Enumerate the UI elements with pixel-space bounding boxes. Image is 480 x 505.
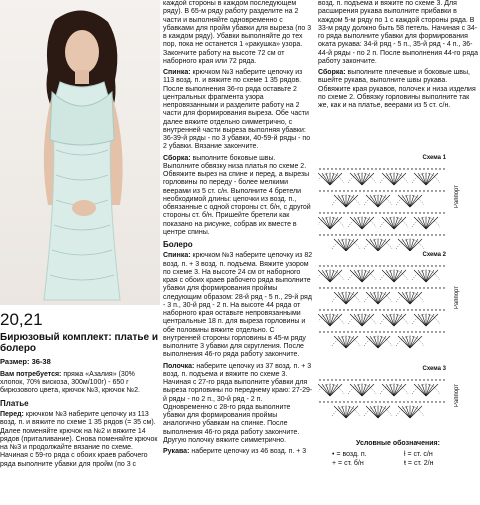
bolero-back-text: крючком №3 наберите цепочку из 82 возд. п. + 3 возд. п. подъема. Вяжите узором по схеме 3. На высоте 24 см от наборного края с обоих краев рабочего ряда выполните убавки для формирования проймы следующим образом: 28-й ряд - 5 п., 29-й ряд - 3 п., 30-й ряд - 2 п. На высоте 44 ряда от наборного края оставьте непровязанными центральные 18 п. для выреза горловины и обе половины вяжите отдельно. С внутренней стороны горловины в 45-м ряду выполните 3 убавки для скругления. После выполнения 46-го ряда работу закончите. (163, 252, 313, 359)
sleeve-paragraph (163, 448, 313, 456)
bolero-assembly-paragraph (318, 69, 478, 110)
column-3-text (318, 0, 478, 113)
shelf-paragraph (163, 363, 313, 446)
chart-3-rapport: Раппорт (454, 384, 460, 407)
sleeve-label: Рукава: (163, 448, 190, 456)
bolero-assembly-label: Сборка: (318, 69, 346, 76)
chart-1-diagram (318, 163, 448, 251)
legend-item-tr: ŧ = ст. 2/н (404, 460, 434, 467)
front-paragraph (0, 411, 160, 469)
tr-symbol-icon: ŧ (404, 460, 406, 467)
chart-2-diagram (318, 260, 448, 364)
assembly-label: Сборка: (163, 154, 191, 162)
size-line: Размер: 36-38 (0, 357, 51, 367)
col2-intro-paragraph: каждой стороны в каждом последующем ряду). В 65-м ряду работу разделите на 2 части и выполняйте одновременно с убавками для пройм убавки для выреза (по 3 в каждом ряду). Убавки выполняйте до тех пор, пока не останется 1 «ракушка» узора. Закончите работу на высоте 72 см от наборного края или 72 ряда. (163, 0, 312, 65)
bolero-back-label: Спинка: (163, 252, 191, 260)
legend (318, 440, 478, 467)
model-photo (0, 0, 160, 305)
shelf-text: наберите цепочку из 37 возд. п. + 3 возд. п. подъема и вяжите по схеме 3. Начиная с 27-го ряда выполните убавки для выреза горловины по переднему краю: 27-29-й ряды - по 2 п., 30-й ряд - 2 п. Одновременно с 28-го ряда выполните убавки для формирования проймы аналогично убавкам на спинке. После выполнения 46-го ряда работу закончите. Другую полочку вяжите симметрично. (163, 362, 313, 444)
legend-item-chain: • = возд. п. (332, 451, 367, 458)
chart-2-label: Схема 2 (422, 252, 446, 258)
back-label: Спинка: (163, 69, 191, 76)
sleeve-text: наберите цепочку из 46 возд. п. + 3 (191, 448, 307, 456)
chart-2 (318, 252, 460, 364)
chart-1-rapport: Раппорт (454, 185, 460, 208)
chart-1-label: Схема 1 (422, 155, 446, 161)
front-label: Перед: (0, 411, 24, 419)
materials-paragraph (0, 371, 160, 396)
front-text: крючком №3 наберите цепочку из 113 возд. п. и вяжите по схеме 1 35 рядов (= 35 см). Далее поменяйте крючок на №2 и вяжите 14 рядов (приталивание). Снова поменяйте крючок на №3 и продолжайте вязание по схеме. Начиная с 59-го ряда с обоих краев рабочего ряда выполните убавки для пройм (по 3 с (0, 411, 158, 468)
article-title: Бирюзовый комплект: платье и болеро (0, 332, 158, 355)
chart-3-diagram (318, 374, 448, 434)
dc-symbol-icon: ƚ (404, 451, 406, 458)
legend-item-dc: ƚ = ст. с/н (404, 451, 433, 458)
assembly-paragraph (163, 155, 313, 238)
model-figure-image (0, 0, 160, 305)
legend-title: Условные обозначения: (356, 440, 440, 447)
back-text: крючком №3 наберите цепочку из 113 возд. п. и вяжите по схеме 1 35 рядов. После выполнения 36-го ряда оставьте 2 центральных фрагмента узора непровязанными и разделите работу на 2 части для формирования выреза. Обе части далее вяжите отдельно симметрично, с внутренней части выреза выполняя убавки: 36-39-й ряды - по 3 убавки, 40-59-й ряды - по 2 убавки. Вязание закончите. (163, 69, 311, 151)
article-number: 20,21 (0, 310, 43, 329)
chart-2-rapport: Раппорт (454, 286, 460, 309)
bolero-back-paragraph (163, 252, 313, 359)
assembly-text: выполните боковые швы. Выполните обвязку низа платья по схеме 2. Обвяжите вырез на спине и перед, а вырезы горловины по переду - более мелкими веерами из 5 ст. с/н. Выполните 4 бретели необходимой длины: цепочки из возд. п., обвязанные с одной стороны ст. б/н, с другой стороны ст. б/н. Пришейте бретели как показано на рисунке, собрав их вместе в центре спины. (163, 154, 311, 236)
chain-symbol-icon: • (332, 451, 335, 458)
shelf-label: Полочка: (163, 362, 195, 370)
column-1-text (0, 310, 160, 472)
sc-symbol-icon: + (332, 460, 337, 467)
column-2-text (163, 0, 313, 505)
back-paragraph (163, 69, 313, 152)
materials-text: пряжа «Азалия» (30% хлопок, 70% вискоза, 300м/100г) - 650 г бирюзового цвета, крючок №3, крючок №2. (0, 370, 140, 395)
chart-1 (318, 155, 460, 250)
bolero-assembly-text: выполните плечевые и боковые швы, вшейте рукава, выполните швы рукава. Обвяжите края рукавов, полочек и низа изделия по схеме 2. Обвязку горловины выполните так же, как и на платье, веерами из 5 ст. с/н. (318, 69, 476, 109)
chart-3 (318, 366, 460, 434)
materials-label: Вам потребуется: (0, 370, 62, 378)
section-dress-heading: Платье (0, 398, 29, 408)
chart-3-label: Схема 3 (422, 366, 446, 372)
section-bolero-heading: Болеро (163, 240, 193, 249)
col3-intro-paragraph: возд. п. подъема и вяжите по схеме 3. Для расширения рукава выполните прибавки в каждом 5-м ряду по 1 с каждой стороны ряда. В 33-м ряду должно быть 58 петель. Начиная с 34-го ряда выполните убавки для формирования оката рукава: 34-й ряд - 5 п., 35-й ряд - 4 п., 36-44-й ряды - по 2 п. После выполнения 44-го ряда работу закончите. (318, 0, 478, 65)
legend-item-sc: + = ст. б/н (332, 460, 364, 467)
